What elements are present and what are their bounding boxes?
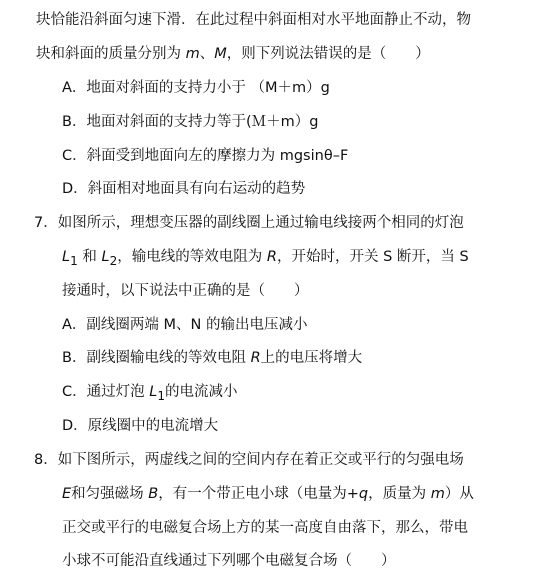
q8-stem-line-2 — [62, 484, 474, 504]
var-R: R — [250, 350, 261, 366]
q6-option-a: A．地面对斜面的支持力小于 （M＋m）g — [62, 80, 330, 96]
var-R: R — [266, 249, 277, 265]
q8-stem-line-1: 8．如下图所示，两虚线之间的空间内存在着正交或平行的匀强电场 — [34, 452, 464, 468]
var-B: B — [148, 486, 159, 502]
q6-stem-line-2 — [36, 44, 430, 64]
q6-stem-tail: ，则下列说法错误的是（ ） — [226, 46, 430, 62]
var-m: m — [185, 46, 200, 62]
var-L2: L — [101, 249, 110, 265]
var-L1: L — [62, 249, 71, 265]
subscript: 1 — [157, 388, 166, 403]
var-L1: L — [149, 384, 158, 400]
q8-stem-line-4: 小球不可能沿直线通过下列哪个电磁复合场（ ） — [62, 553, 396, 569]
q7-option-c-text: C．通过灯泡 — [62, 384, 150, 400]
q7-option-d: D．原线圈中的电流增大 — [62, 418, 219, 434]
q7-stem-line-1: 7．如图所示，理想变压器的副线圈上通过输电线接两个相同的灯泡 — [34, 215, 464, 231]
q7-text-tail: ，开始时，开关 S 断开，当 S — [276, 249, 469, 265]
q7-and: 和 — [82, 249, 102, 265]
q7-option-b-tail: 上的电压将增大 — [260, 350, 363, 366]
q7-option-c — [62, 382, 238, 406]
q7-stem-line-3: 接通时，以下说法中正确的是（ ） — [62, 283, 309, 299]
q7-text: ，输电线的等效电阻为 — [117, 249, 267, 265]
subscript: 2 — [109, 253, 118, 268]
q7-option-a: A．副线圈两端 M、N 的输出电压减小 — [62, 317, 308, 333]
q6-option-b: B．地面对斜面的支持力等于(Ｍ＋m）g — [62, 114, 319, 130]
q6-stem-line-1: 块恰能沿斜面匀速下滑．在此过程中斜面相对水平地面静止不动，物 — [36, 12, 471, 28]
q8-text-4: ）从 — [444, 486, 474, 502]
q6-option-c: C．斜面受到地面向左的摩擦力为 mgsinθ–F — [62, 148, 349, 164]
q7-option-c-tail: 的电流减小 — [165, 384, 238, 400]
q7-stem-line-2 — [62, 247, 469, 271]
var-M: M — [214, 46, 227, 62]
var-m: m — [430, 486, 445, 502]
q6-option-d: D．斜面相对地面具有向右运动的趋势 — [62, 181, 306, 197]
q8-text: 和匀强磁场 — [71, 486, 149, 502]
q7-option-b — [62, 348, 362, 368]
var-q: q — [358, 486, 369, 502]
separator: 、 — [199, 46, 215, 62]
q7-option-b-text: B．副线圈输电线的等效电阻 — [62, 350, 251, 366]
var-E: E — [62, 486, 72, 502]
q8-text-2: ，有一个带正电小球（电量为+ — [158, 486, 359, 502]
q8-stem-line-3: 正交或平行的电磁复合场上方的某一高度自由落下，那么，带电 — [62, 520, 468, 536]
subscript: 1 — [70, 253, 78, 268]
q8-text-3: ，质量为 — [368, 486, 431, 502]
q6-stem-text: 块和斜面的质量分别为 — [36, 46, 186, 62]
